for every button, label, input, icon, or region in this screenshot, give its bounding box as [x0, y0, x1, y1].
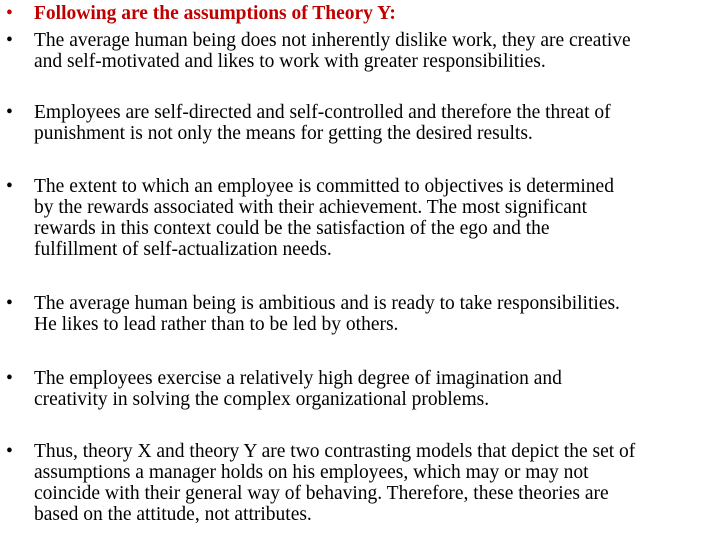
- bullet-text: Employees are self-directed and self-controlled and therefore the threat of punishment is not only the means for getting the desired results.: [34, 102, 611, 144]
- bullet-item-2: [6, 102, 716, 144]
- bullet-item-4: [6, 293, 716, 335]
- bullet-icon: •: [6, 102, 13, 123]
- bullet-item-5: [6, 368, 716, 410]
- bullet-text: The average human being does not inherently dislike work, they are creative and self-motivated and likes to work with greater responsibilities.: [34, 30, 631, 72]
- bullet-item-6: [6, 441, 716, 525]
- bullet-icon: •: [6, 176, 13, 197]
- bullet-icon: •: [6, 293, 13, 314]
- bullet-text: The employees exercise a relatively high degree of imagination and creativity in solving the complex organizational problems.: [34, 368, 562, 410]
- bullet-icon: •: [6, 368, 13, 389]
- bullet-icon: •: [6, 441, 13, 462]
- bullet-text: Thus, theory X and theory Y are two contrasting models that depict the set of assumptions a manager holds on his employees, which may or may not coincide with their general way of behaving. Therefore, these theories are based on the attitude, not attributes.: [34, 441, 636, 525]
- bullet-text: The average human being is ambitious and is ready to take responsibilities. He likes to lead rather than to be led by others.: [34, 293, 620, 335]
- bullet-icon: •: [6, 30, 13, 51]
- heading-text: Following are the assumptions of Theory Y:: [34, 3, 396, 24]
- bullet-text: The extent to which an employee is committed to objectives is determined by the rewards associated with their achievement. The most significant rewards in this context could be the satisfaction of the ego and the fulfillment of self-actualization needs.: [34, 176, 614, 260]
- bullet-icon: •: [6, 3, 13, 24]
- bullet-item-1: [6, 30, 716, 72]
- heading-item: [6, 3, 716, 24]
- bullet-item-3: [6, 176, 716, 260]
